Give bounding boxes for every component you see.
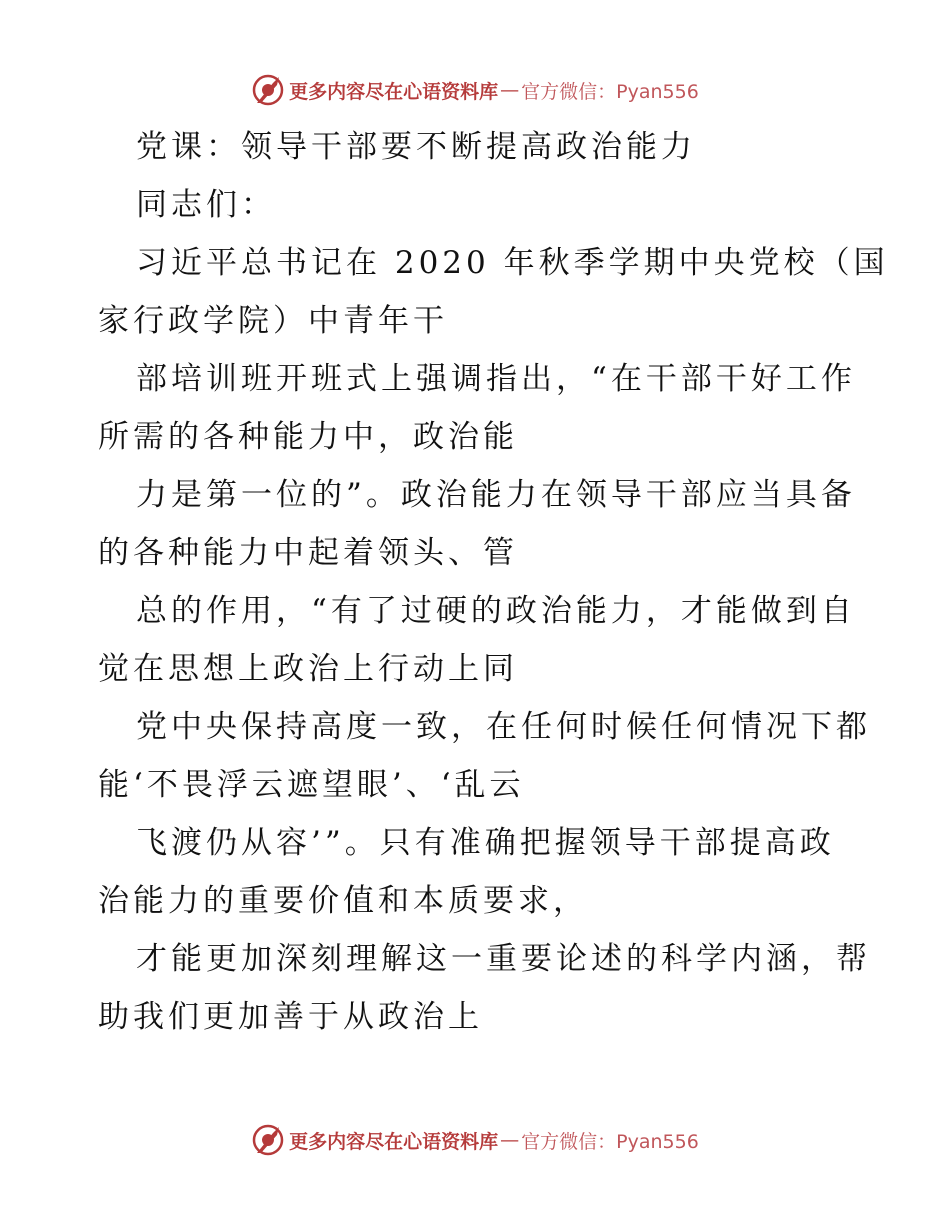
paragraph-line: 力是第一位的”。政治能力在领导干部应当具备 bbox=[136, 477, 856, 513]
header-banner-separator: — bbox=[500, 79, 520, 101]
paragraph-line: 部培训班开班式上强调指出，“在干部干好工作 bbox=[136, 361, 856, 397]
paragraph-line: 助我们更加善于从政治上 bbox=[98, 999, 483, 1035]
footer-banner-separator: — bbox=[500, 1129, 520, 1151]
paragraph-line: 觉在思想上政治上行动上同 bbox=[98, 651, 518, 687]
footer-banner-contact: 官方微信：Pyan556 bbox=[521, 1130, 699, 1153]
document-title: 党课：领导干部要不断提高政治能力 bbox=[136, 129, 696, 165]
paragraph-line: 的各种能力中起着领头、管 bbox=[98, 535, 518, 571]
paragraph-line: 才能更加深刻理解这一重要论述的科学内涵，帮 bbox=[136, 941, 871, 977]
paragraph-line: 总的作用，“有了过硬的政治能力，才能做到自 bbox=[136, 593, 856, 629]
header-banner-text: 更多内容尽在心语资料库 bbox=[289, 80, 499, 103]
header-banner bbox=[0, 70, 950, 110]
paragraph-line: 所需的各种能力中，政治能 bbox=[98, 419, 518, 455]
document-body bbox=[98, 118, 889, 1046]
salutation: 同志们： bbox=[136, 187, 276, 223]
paragraph-line: 家行政学院）中青年干 bbox=[98, 303, 448, 339]
footer-banner bbox=[0, 1120, 950, 1160]
footer-banner-text: 更多内容尽在心语资料库 bbox=[289, 1130, 499, 1153]
paragraph-line: 能‘不畏浮云遮望眼’、‘乱云 bbox=[98, 767, 525, 803]
paragraph-line: 飞渡仍从容’”。只有准确把握领导干部提高政 bbox=[136, 825, 835, 861]
paragraph-line: 治能力的重要价值和本质要求， bbox=[98, 883, 588, 919]
quill-pen-logo-icon bbox=[251, 73, 285, 107]
paragraph-line: 习近平总书记在 2020 年秋季学期中央党校（国 bbox=[136, 245, 889, 281]
header-banner-contact: 官方微信：Pyan556 bbox=[521, 80, 699, 103]
quill-pen-logo-icon bbox=[251, 1123, 285, 1157]
paragraph-line: 党中央保持高度一致，在任何时候任何情况下都 bbox=[136, 709, 871, 745]
